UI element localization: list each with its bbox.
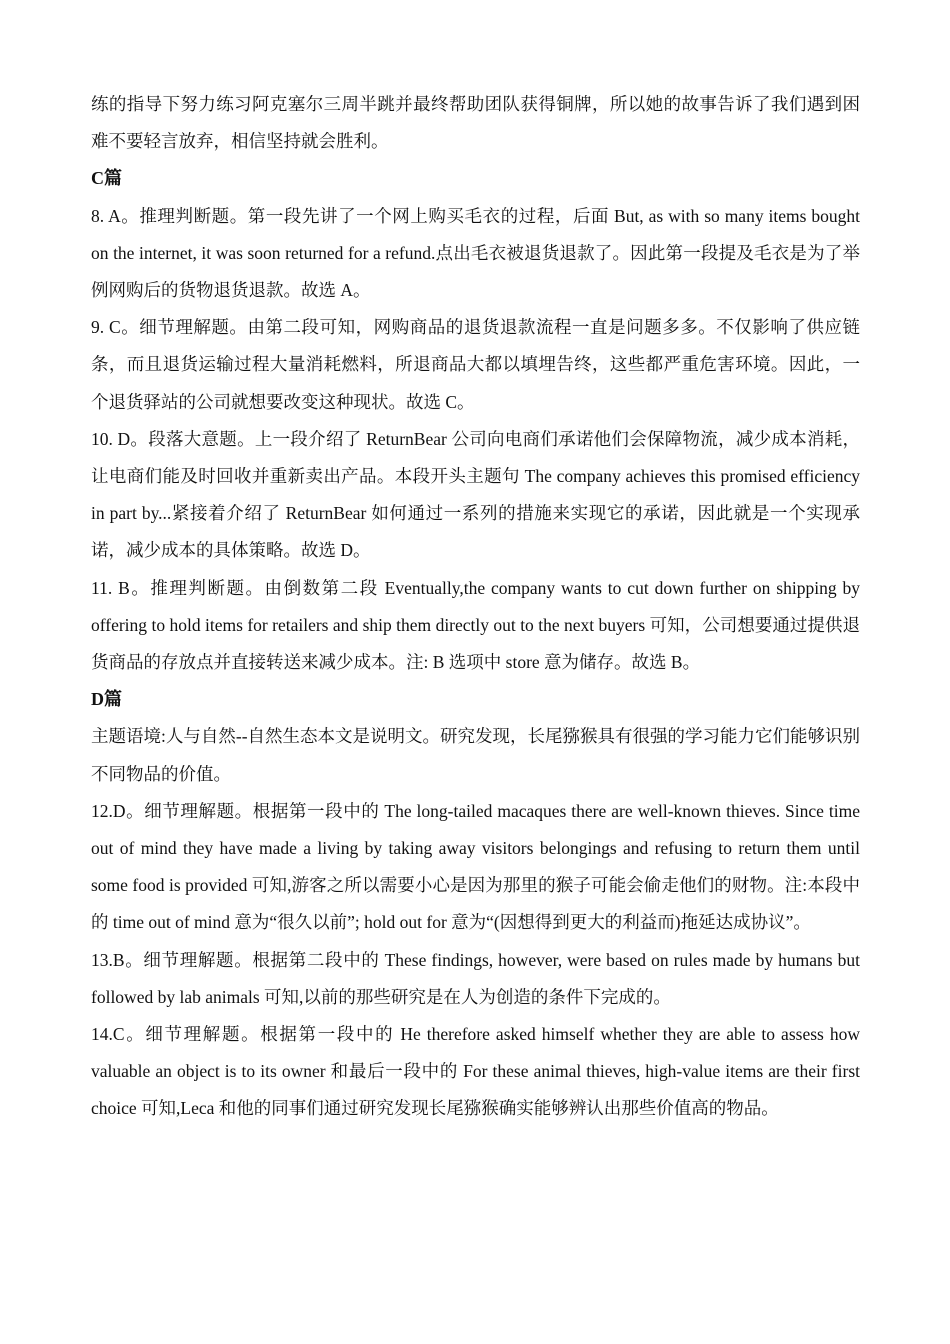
answer-8: 8. A。推理判断题。第一段先讲了一个网上购买毛衣的过程，后面 But, as with so many items bought on the internet, it was soon returned for a refund.点出毛衣被退货退款了。因此第一段提及毛衣是为了举例网购后的货物退货退款。故选 A。 [91,205,860,301]
answer-13: 13.B。细节理解题。根据第二段中的 These findings, however, were based on rules made by humans but followed by lab animals 可知,以前的那些研究是在人为创造的条件下完成的。 [91,949,860,1007]
section-d-heading: D篇 [91,689,122,710]
answer-9: 9. C。细节理解题。由第二段可知，网购商品的退货退款流程一直是问题多多。不仅影响了供应链条，而且退货运输过程大量消耗燃料，所退商品大都以填埋告终，这些都严重危害环境。因此，一个退货驿站的公司就想要改变这种现状。故选 C。 [91,317,860,412]
section-d-intro: 主题语境:人与自然--自然生态本文是说明文。研究发现，长尾猕猴具有很强的学习能力它们能够识别不同物品的价值。 [91,726,861,784]
answer-14: 14.C。细节理解题。根据第一段中的 He therefore asked himself whether they are able to assess how valuable an object is to its owner 和最后一段中的 For these animal thieves, high-value items are their first choice 可知,Leca 和他的同事们通过研究发现长尾猕猴确实能够辨认出那些价值高的物品。 [91,1024,860,1119]
intro-paragraph: 练的指导下努力练习阿克塞尔三周半跳并最终帮助团队获得铜牌，所以她的故事告诉了我们遇到困难不要轻言放弃，相信坚持就会胜利。 [91,94,860,152]
section-c-heading: C篇 [91,168,122,189]
answer-10: 10. D。段落大意题。上一段介绍了 ReturnBear 公司向电商们承诺他们会保障物流，减少成本消耗，让电商们能及时回收并重新卖出产品。本段开头主题句 The company achieves this promised efficiency in part by...紧接着介绍了 ReturnBear 如何通过一系列的措施来实现它的承诺，因此就是一个实现承诺，减少成本的具体策略。故选 D。 [91,428,860,561]
document-page [91,86,860,1128]
answer-11: 11. B。推理判断题。由倒数第二段 Eventually,the company wants to cut down further on shipping by offering to hold items for retailers and ship them directly out to the next buyers 可知，公司想要通过提供退货商品的存放点并直接转送来减少成本。注: B 选项中 store 意为储存。故选 B。 [91,577,860,673]
answer-12: 12.D。细节理解题。根据第一段中的 The long-tailed macaques there are well-known thieves. Since time out of mind they have made a living by taking away visitors belongings and refusing to return them until some food is provided 可知,游客之所以需要小心是因为那里的猴子可能会偷走他们的财物。注:本段中的 time out of mind 意为“很久以前”; hold out for 意为“(因想得到更大的利益而)拖延达成协议”。 [91,800,860,933]
